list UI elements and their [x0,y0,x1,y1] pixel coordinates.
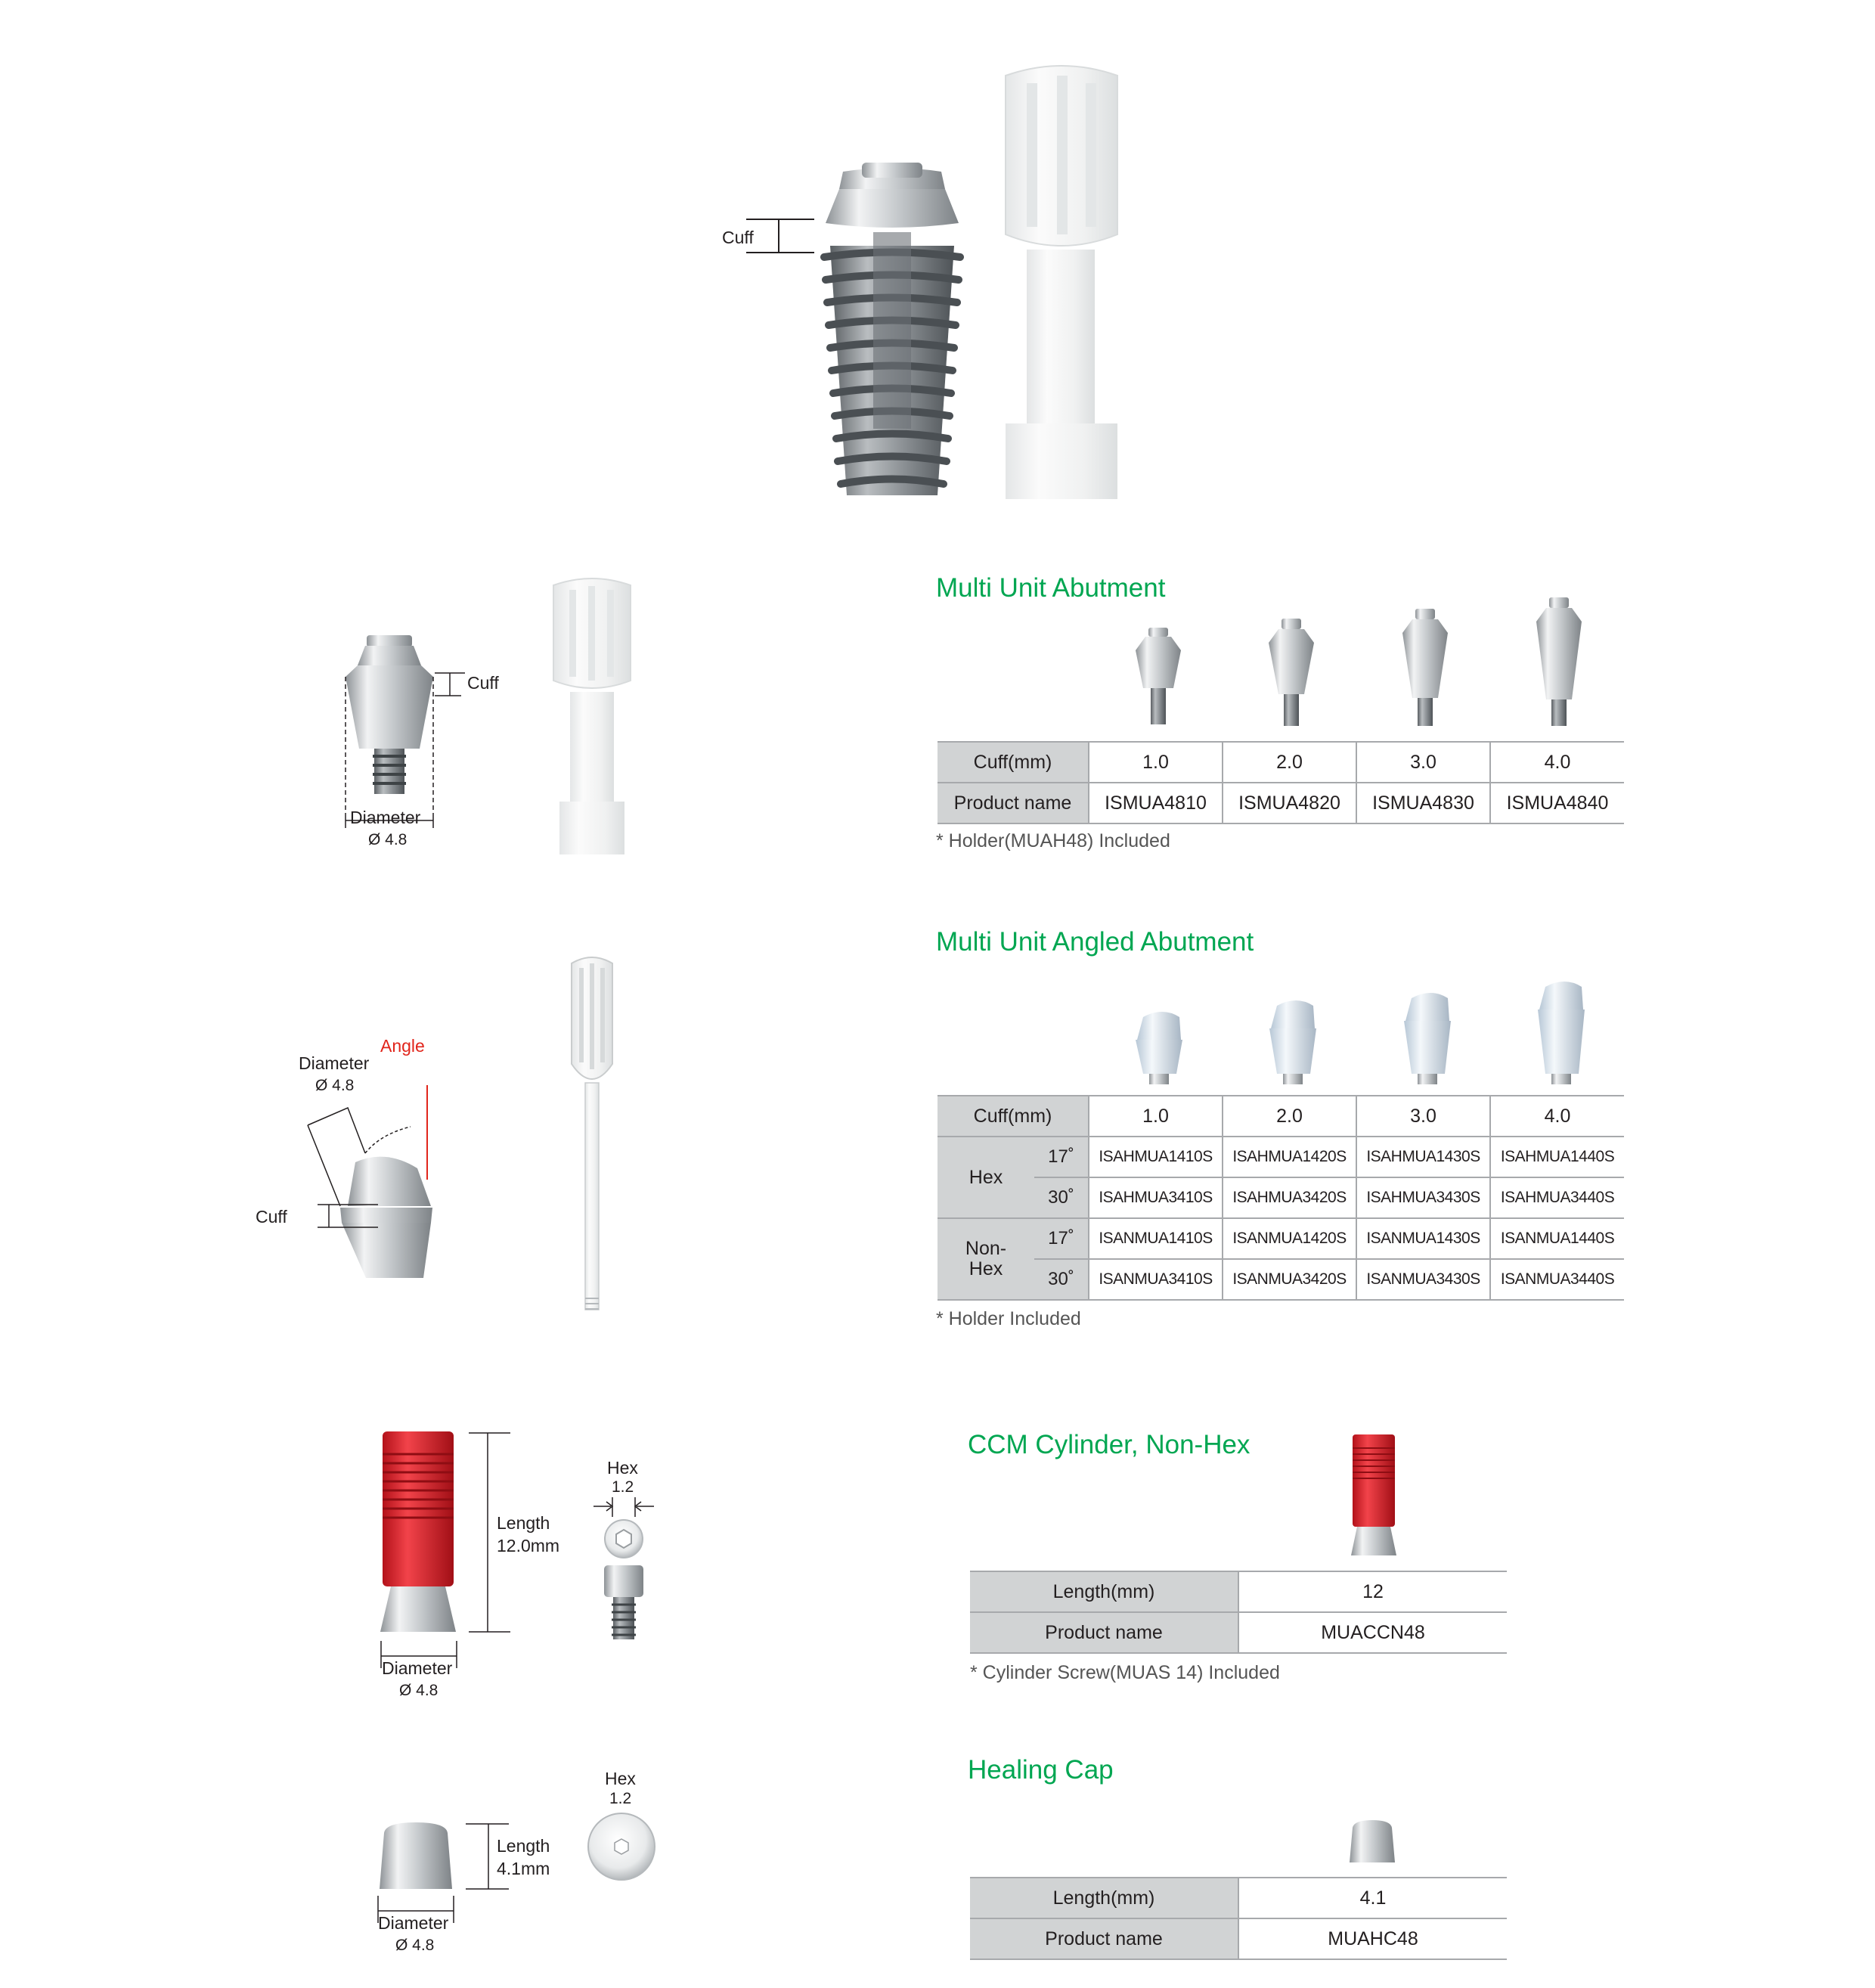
muaa-cuff-cell: 1.0 [1089,1096,1223,1137]
ccm-title: CCM Cylinder, Non-Hex [968,1430,1251,1459]
healing-length-bracket [452,1822,513,1892]
muaa-title: Multi Unit Angled Abutment [936,927,1254,957]
muaa-thumb-1 [1133,1010,1185,1085]
hero-holder-image [996,60,1127,499]
ccm-screw-top-image [603,1518,644,1559]
healing-length-value: 4.1mm [497,1859,550,1878]
muaa-cuff-cell: 3.0 [1356,1096,1490,1137]
muaa-code-cell: ISAHMUA1440S [1490,1137,1624,1177]
muaa-code-cell: ISAHMUA1410S [1089,1137,1223,1177]
ccm-hex-arrows [590,1496,658,1518]
hero-cuff-bracket [742,218,818,256]
ccm-row-label-length: Length(mm) [970,1571,1238,1612]
ccm-diagram-cylinder [380,1431,456,1636]
healing-spec-table [970,1877,1507,1960]
muaa-code-cell: ISANMUA3440S [1490,1259,1624,1300]
mua-diameter-label: Diameter [350,808,421,827]
ccm-length-label: Length [497,1513,550,1533]
ccm-length-cell: 12 [1238,1571,1507,1612]
muaa-code-cell: ISAHMUA3440S [1490,1177,1624,1218]
mua-product-cell: ISMUA4830 [1356,783,1490,823]
mua-row-label-product: Product name [938,783,1089,823]
muaa-code-cell: ISANMUA1410S [1089,1218,1223,1259]
healing-top-image [586,1811,657,1882]
mua-cuff-cell: 2.0 [1223,742,1356,783]
ccm-thumb [1350,1434,1398,1557]
healing-length-cell: 4.1 [1238,1878,1507,1918]
hero-implant-image [817,163,968,495]
muaa-row-label-cuff: Cuff(mm) [938,1096,1089,1137]
healing-hex-value: 1.2 [609,1790,632,1807]
muaa-code-cell: ISAHMUA1420S [1223,1137,1356,1177]
mua-title: Multi Unit Abutment [936,573,1166,603]
muaa-group-hex: Hex [938,1137,1034,1218]
ccm-spec-table [970,1571,1507,1654]
healing-length-label: Length [497,1836,550,1856]
muaa-diameter-label: Diameter [299,1053,370,1073]
mua-row-label-cuff: Cuff(mm) [938,742,1089,783]
ccm-hex-value: 1.2 [612,1478,634,1496]
mua-thumb-4 [1533,597,1585,726]
muaa-angle-cell: 30˚ [1034,1177,1089,1218]
healing-row-label-product: Product name [970,1918,1238,1959]
healing-diagram-cap [378,1822,454,1890]
muaa-code-cell: ISANMUA3420S [1223,1259,1356,1300]
ccm-length-value: 12.0mm [497,1536,560,1555]
ccm-hex-label: Hex [607,1458,638,1478]
healing-diameter-label: Diameter [378,1913,449,1933]
mua-product-cell: ISMUA4820 [1223,783,1356,823]
healing-thumb [1348,1820,1396,1864]
muaa-angle-label: Angle [380,1036,425,1056]
mua-product-cell: ISMUA4810 [1089,783,1223,823]
muaa-code-cell: ISANMUA3410S [1089,1259,1223,1300]
muaa-angle-cell: 17˚ [1034,1137,1089,1177]
mua-thumb-3 [1399,609,1452,726]
ccm-length-bracket [454,1431,514,1636]
mua-diameter-value: Ø 4.8 [368,831,408,848]
mua-cuff-label: Cuff [467,673,499,693]
muaa-cuff-cell: 4.0 [1490,1096,1624,1137]
muaa-group-nonhex [938,1218,1034,1300]
mua-note: * Holder(MUAH48) Included [936,830,1170,851]
mua-holder-image [550,575,634,854]
muaa-angle-cell: 30˚ [1034,1259,1089,1300]
muaa-thumb-2 [1266,998,1319,1085]
muaa-code-cell: ISAHMUA3410S [1089,1177,1223,1218]
hero-cuff-label: Cuff [722,228,754,247]
muaa-code-cell: ISANMUA3430S [1356,1259,1490,1300]
mua-cuff-cell: 1.0 [1089,742,1223,783]
mua-thumb-1 [1132,628,1185,726]
muaa-thumb-3 [1401,991,1454,1085]
healing-diameter-value: Ø 4.8 [395,1937,435,1954]
muaa-angle-cell: 17˚ [1034,1218,1089,1259]
muaa-code-cell: ISAHMUA3430S [1356,1177,1490,1218]
muaa-code-cell: ISAHMUA1430S [1356,1137,1490,1177]
healing-hex-label: Hex [605,1769,636,1788]
muaa-diameter-value: Ø 4.8 [315,1077,355,1094]
muaa-driver-image [566,954,618,1321]
muaa-spec-table [938,1095,1624,1301]
muaa-cuff-bracket [291,1202,382,1233]
ccm-diameter-value: Ø 4.8 [399,1682,439,1699]
ccm-product-cell: MUACCN48 [1238,1612,1507,1653]
muaa-thumb-4 [1535,979,1588,1085]
mua-cuff-cell: 3.0 [1356,742,1490,783]
muaa-cuff-label: Cuff [256,1207,287,1227]
muaa-note: * Holder Included [936,1308,1081,1329]
muaa-code-cell: ISAHMUA3420S [1223,1177,1356,1218]
mua-cuff-cell: 4.0 [1490,742,1624,783]
mua-spec-table [938,741,1624,824]
muaa-code-cell: ISANMUA1440S [1490,1218,1624,1259]
healing-row-label-length: Length(mm) [970,1878,1238,1918]
muaa-code-cell: ISANMUA1430S [1356,1218,1490,1259]
muaa-cuff-cell: 2.0 [1223,1096,1356,1137]
ccm-diameter-label: Diameter [382,1658,453,1678]
ccm-note: * Cylinder Screw(MUAS 14) Included [970,1662,1280,1683]
mua-product-cell: ISMUA4840 [1490,783,1624,823]
ccm-row-label-product: Product name [970,1612,1238,1653]
muaa-group-nonhex-line1: Non- [965,1237,1007,1259]
ccm-screw-image [603,1565,645,1641]
healing-product-cell: MUAHC48 [1238,1918,1507,1959]
mua-thumb-2 [1265,619,1318,726]
healing-title: Healing Cap [968,1755,1114,1785]
muaa-code-cell: ISANMUA1420S [1223,1218,1356,1259]
muaa-group-nonhex-line2: Hex [968,1258,1003,1279]
